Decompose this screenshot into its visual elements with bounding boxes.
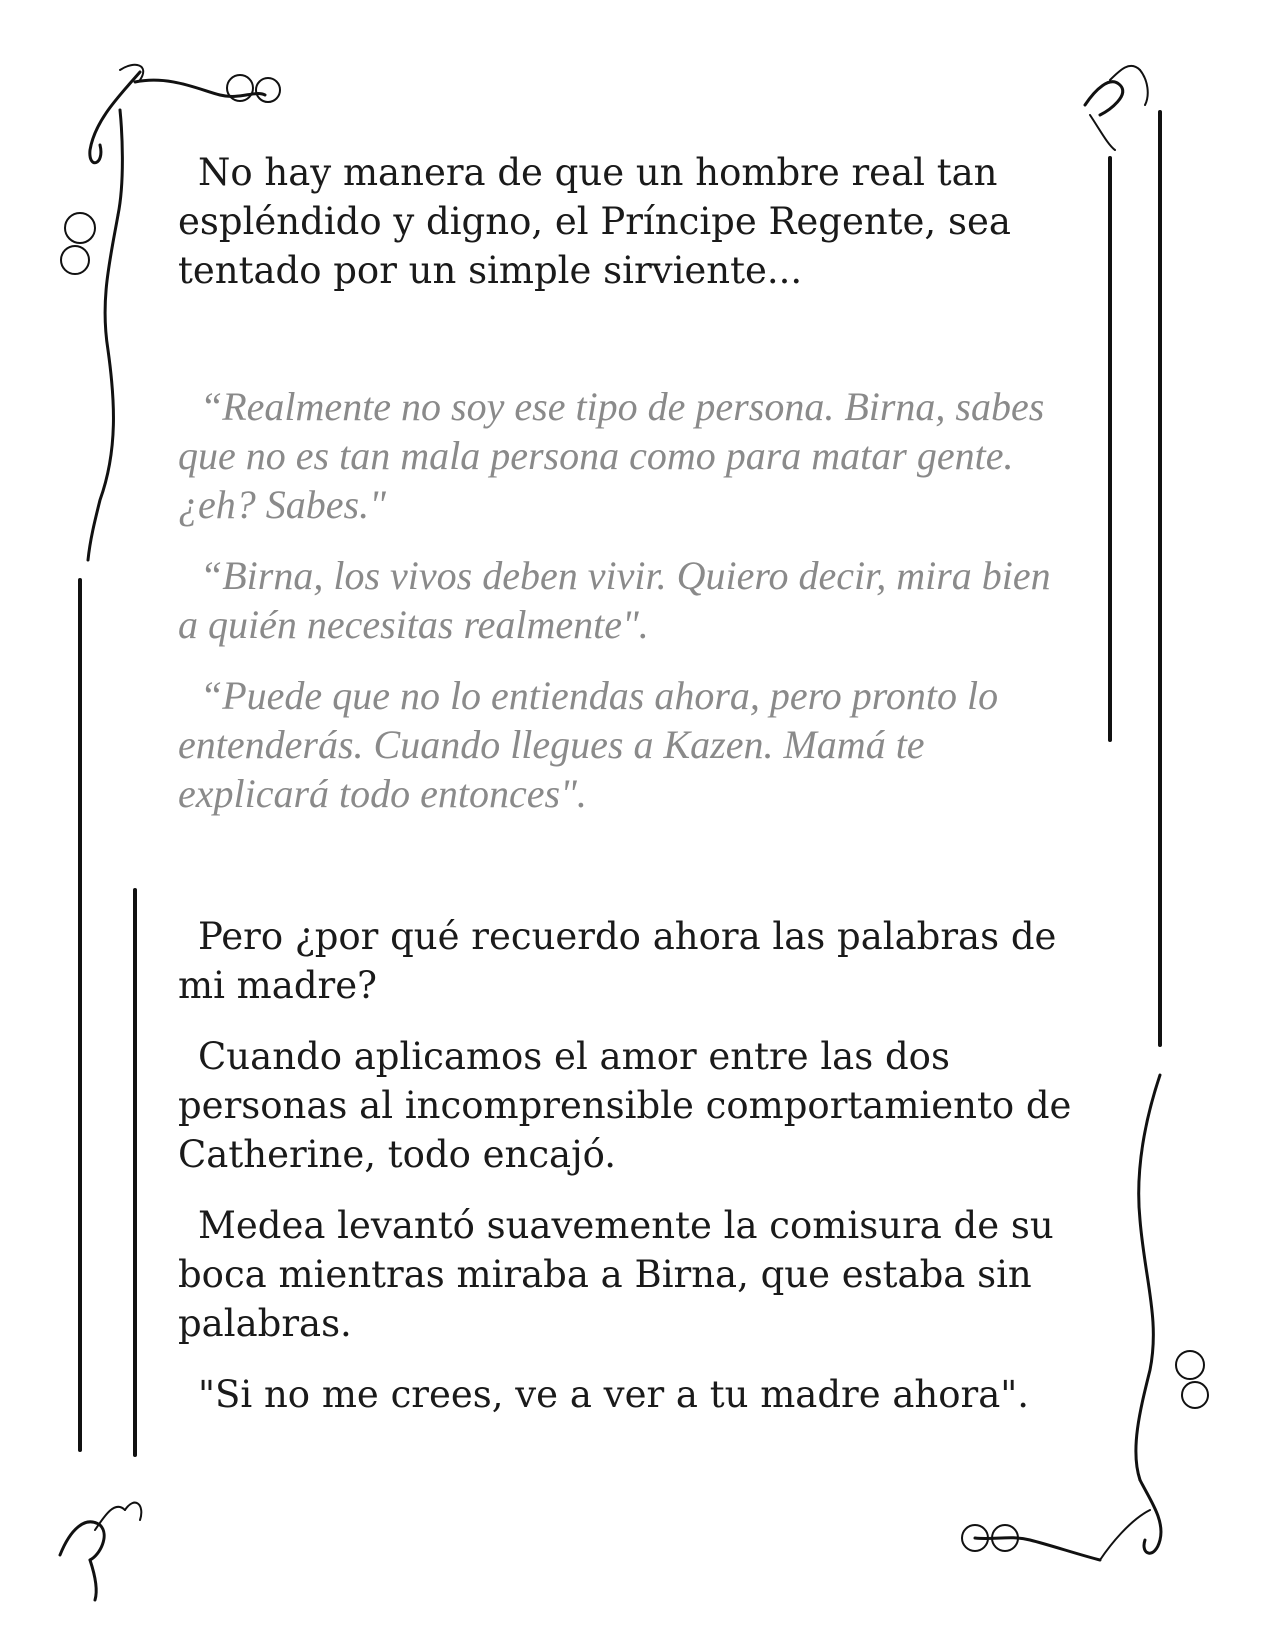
corner-ornament-bottom-left	[60, 1503, 141, 1600]
memory-quote: “Puede que no lo entiendas ahora, pero pronto lo entenderás. Cuando llegues a Kazen. Mamá te explicará todo entonces".	[178, 673, 999, 816]
memory-quote: “Birna, los vivos deben vivir. Quiero decir, mira bien a quién necesitas realmente".	[178, 553, 1051, 647]
narration-paragraph: Cuando aplicamos el amor entre las dos personas al incomprensible comportamiento de Catherine, todo encajó.	[178, 1035, 1072, 1176]
narration-paragraph: Pero ¿por qué recuerdo ahora las palabras de mi madre?	[178, 915, 1057, 1007]
memory-quote: “Realmente no soy ese tipo de persona. Birna, sabes que no es tan mala persona como para matar gente. ¿eh? Sabes."	[178, 384, 1045, 527]
paragraph-block-2	[178, 912, 1078, 1419]
narration-paragraph: No hay manera de que un hombre real tan espléndido y digno, el Príncipe Regente, sea tentado por un simple sirviente...	[178, 151, 1011, 292]
corner-ornament-top-right	[1085, 66, 1148, 150]
quote-block	[178, 382, 1078, 818]
dialogue-paragraph: "Si no me crees, ve a ver a tu madre ahora".	[198, 1373, 1030, 1416]
paragraph-block-1	[178, 148, 1078, 295]
narration-paragraph: Medea levantó suavemente la comisura de su boca mientras miraba a Birna, que estaba sin palabras.	[178, 1204, 1054, 1345]
